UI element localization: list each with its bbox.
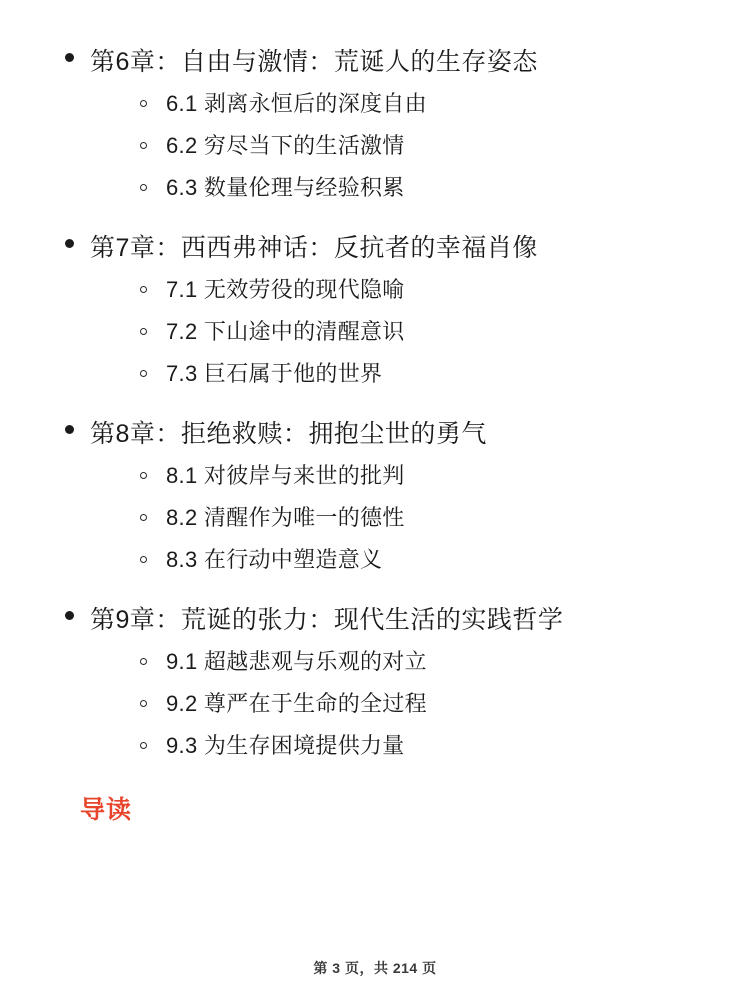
toc-chapter [52,40,698,204]
circle-bullet-icon [140,328,147,335]
bullet-icon [65,611,74,620]
toc-section [138,502,698,534]
section-title: 6.2 穷尽当下的生活激情 [166,133,405,158]
section-title: 7.3 巨石属于他的世界 [166,361,383,386]
section-heading: 导读 [80,796,133,824]
toc-chapter [52,412,698,576]
page-footer: 第 3 页，共 214 页 [313,960,437,976]
toc-section [138,316,698,348]
circle-bullet-icon [140,556,147,563]
chapter-title: 第7章：西西弗神话：反抗者的幸福肖像 [90,234,538,262]
chapter-title: 第6章：自由与激情：荒诞人的生存姿态 [90,48,538,76]
toc-section [138,358,698,390]
circle-bullet-icon [140,142,147,149]
circle-bullet-icon [140,514,147,521]
table-of-contents [52,40,698,762]
section-title: 8.3 在行动中塑造意义 [166,547,383,572]
toc-section [138,460,698,492]
section-title: 6.1 剥离永恒后的深度自由 [166,91,427,116]
toc-section [138,688,698,720]
toc-chapter [52,598,698,762]
toc-section [138,544,698,576]
section-title: 6.3 数量伦理与经验积累 [166,175,405,200]
section-title: 7.2 下山途中的清醒意识 [166,319,405,344]
section-title: 7.1 无效劳役的现代隐喻 [166,277,405,302]
chapter-title: 第9章：荒诞的张力：现代生活的实践哲学 [90,606,564,634]
toc-section-list [90,88,698,204]
bullet-icon [65,425,74,434]
circle-bullet-icon [140,286,147,293]
circle-bullet-icon [140,658,147,665]
toc-section-list [90,646,698,762]
circle-bullet-icon [140,472,147,479]
circle-bullet-icon [140,742,147,749]
section-title: 9.3 为生存困境提供力量 [166,733,405,758]
toc-section [138,172,698,204]
circle-bullet-icon [140,700,147,707]
toc-section [138,130,698,162]
section-title: 9.2 尊严在于生命的全过程 [166,691,427,716]
toc-section [138,274,698,306]
circle-bullet-icon [140,100,147,107]
section-title: 8.2 清醒作为唯一的德性 [166,505,405,530]
bullet-icon [65,53,74,62]
section-title: 8.1 对彼岸与来世的批判 [166,463,405,488]
toc-chapter [52,226,698,390]
toc-section-list [90,460,698,576]
bullet-icon [65,239,74,248]
toc-section-list [90,274,698,390]
toc-section [138,730,698,762]
section-title: 9.1 超越悲观与乐观的对立 [166,649,427,674]
circle-bullet-icon [140,184,147,191]
toc-section [138,88,698,120]
circle-bullet-icon [140,370,147,377]
toc-section [138,646,698,678]
chapter-title: 第8章：拒绝救赎：拥抱尘世的勇气 [90,420,487,448]
